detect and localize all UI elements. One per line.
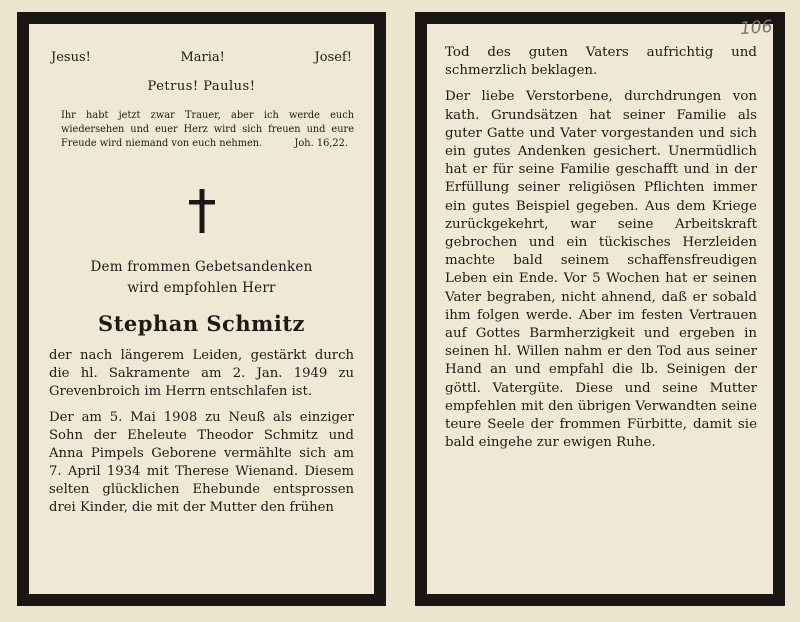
bible-quote <box>61 109 354 151</box>
cross-icon <box>188 189 216 233</box>
bible-quote-reference: Joh. 16,22. <box>294 138 348 149</box>
saint-jesus: Jesus! <box>51 50 91 65</box>
saint-maria: Maria! <box>180 50 225 65</box>
recommendation-line-2: wird empfohlen Herr <box>127 280 276 296</box>
right-card-page <box>427 24 773 594</box>
left-card-border <box>17 12 386 606</box>
bible-quote-text: Ihr habt jetzt zwar Trauer, aber ich werde euch wiedersehen und euer Herz wird sich freuen und eure Freude wird niemand von euch nehmen. <box>61 110 354 149</box>
right-body-text <box>445 44 757 452</box>
continuation-paragraph: Tod des guten Vaters aufrichtig und schmerzlich beklagen. <box>445 45 757 79</box>
recommendation-line-1: Dem frommen Gebetsandenken <box>90 259 313 275</box>
handwritten-number: 106 <box>738 16 773 40</box>
death-paragraph: der nach längerem Leiden, gestärkt durch die hl. Sakramente am 2. Jan. 1949 zu Grevenbroich im Herrn entschlafen ist. <box>49 348 354 399</box>
recommendation <box>49 257 354 299</box>
left-card-page <box>29 24 374 594</box>
tribute-paragraph: Der liebe Verstorbene, durchdrungen von kath. Grundsätzen hat seiner Familie als guter Gatte und Vater vorgestanden und sich ein gutes Andenken gesichert. Unermüdlich hat er für seine Familie geschafft und in der Erfüllung seiner religiösen Pflichten immer ein gutes Beispiel gegeben. Aus dem Kriege zurückgekehrt, war seine Arbeitskraft gebrochen und ein tückisches Herzleiden machte bald seinem schaffensfreudigen Leben ein Ende. Vor 5 Wochen hat er seinen Vater begraben, nicht ahnend, daß er sobald ihm folgen werde. Aber im festen Vertrauen auf Gottes Barmherzigkeit und ergeben in seinen hl. Willen nahm er den Tod aus seiner Hand an und empfahl die lb. Seinigen der göttl. Vatergüte. Diese und seine Mutter empfehlen mit den übrigen Verwandten seine teure Seele der frommen Fürbitte, damit sie bald eingehe zur ewigen Ruhe. <box>445 89 757 451</box>
saints-row-2: Petrus! Paulus! <box>147 79 256 94</box>
left-body-text <box>49 347 354 517</box>
saint-josef: Josef! <box>314 50 352 65</box>
right-card-border <box>415 12 785 606</box>
deceased-name: Stephan Schmitz <box>98 311 305 336</box>
biography-paragraph: Der am 5. Mai 1908 zu Neuß als einziger Sohn der Eheleute Theodor Schmitz und Anna Pimpels Geborene vermählte sich am 7. April 1934 mit Therese Wienand. Diesem selten glücklichen Ehebunde entsprossen drei Kinder, die mit der Mutter den frühen <box>49 410 354 515</box>
saints-row <box>51 50 352 66</box>
